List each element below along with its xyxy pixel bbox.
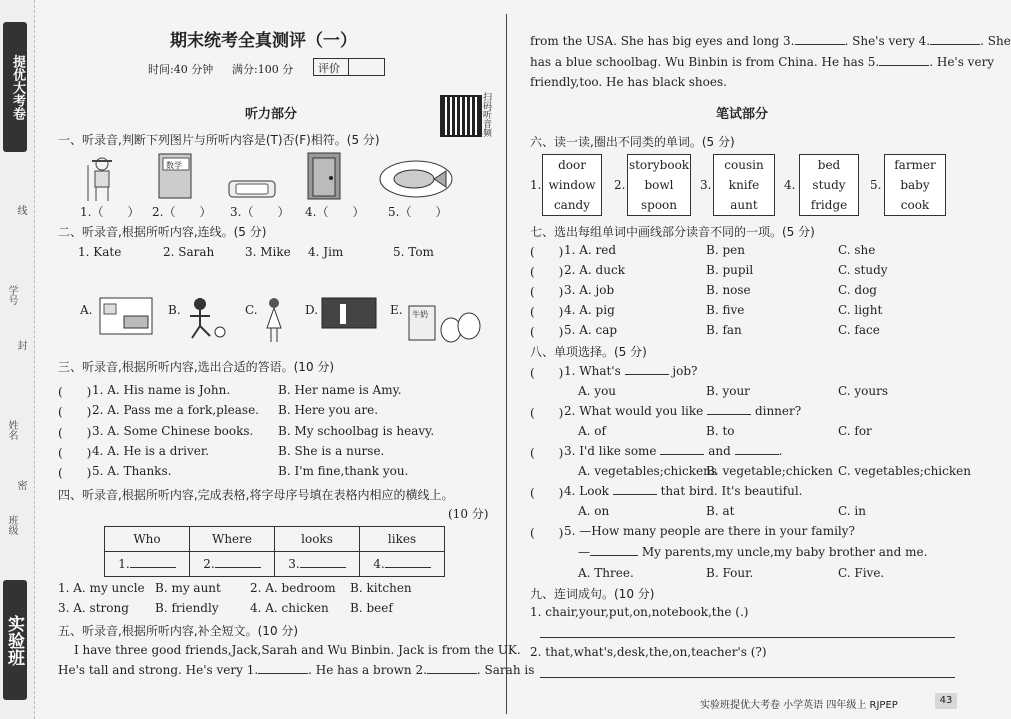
s4-option-2a: 2. A. bedroom — [250, 581, 336, 595]
s6-num-5: 5. — [870, 178, 882, 192]
s2-letter-e: E. — [390, 303, 403, 317]
s8-option-2c: C. for — [838, 424, 872, 438]
s6-word[interactable]: farmer — [894, 158, 936, 172]
s3-option-1b: B. Her name is Amy. — [278, 383, 402, 397]
milk-eggs-picture — [405, 300, 485, 344]
milk-carton-text: 牛奶 — [412, 310, 428, 319]
s6-group-3 — [713, 154, 775, 216]
s9-item-2: 2. that,what's,desk,the,on,teacher's (?) — [530, 645, 767, 659]
s7-option-5b: B. fan — [706, 323, 742, 337]
s4-option-1b: B. my aunt — [155, 581, 221, 595]
s1-answer-1[interactable]: 1.（ ） — [80, 205, 140, 219]
binding-strip — [0, 0, 35, 719]
s6-num-3: 3. — [700, 178, 712, 192]
answer-line-1[interactable] — [540, 637, 955, 638]
s3-option-2a: 2. A. Pass me a fork,please. — [92, 403, 259, 417]
farmer-picture — [82, 155, 122, 203]
s6-group-4 — [799, 154, 859, 216]
seal-word-1: 线 — [15, 205, 26, 215]
s4-table — [104, 526, 445, 577]
s7-option-5c: C. face — [838, 323, 880, 337]
s7-option-5a: 5. A. cap — [564, 323, 618, 337]
exam-time: 时间:40 分钟 — [148, 63, 214, 76]
s5-line-3: from the USA. She has big eyes and long 3. . She's very 4. . She — [530, 34, 1011, 48]
s5-line-4: has a blue schoolbag. Wu Binbin is from China. He has 5. . He's very — [530, 55, 995, 69]
s2-letter-b: B. — [168, 303, 181, 317]
s8-paren-4[interactable]: ( ) — [530, 486, 564, 500]
door-picture — [305, 150, 343, 202]
pencil-box-picture — [226, 176, 278, 202]
s7-option-4b: B. five — [706, 303, 745, 317]
blackboard-picture — [320, 296, 378, 332]
s7-option-3b: B. nose — [706, 283, 751, 297]
s1-answer-2[interactable]: 2.（ ） — [152, 205, 212, 219]
s8-paren-1[interactable]: ( ) — [530, 366, 564, 380]
s6-num-4: 4. — [784, 178, 796, 192]
s8-heading: 八、单项选择。(5 分) — [530, 345, 647, 359]
s3-option-5a: 5. A. Thanks. — [92, 464, 172, 478]
s8-question-5-reply: — My parents,my uncle,my baby brother and me. — [578, 545, 928, 559]
s5-heading: 五、听录音,根据所听内容,补全短文。(10 分) — [58, 624, 299, 638]
s4-option-3b: B. friendly — [155, 601, 219, 615]
table-cell-3[interactable]: 3. — [275, 552, 360, 577]
s6-word[interactable]: study — [812, 178, 846, 192]
s8-question-5: 5. —How many people are there in your family? — [564, 524, 855, 538]
s9-heading: 九、连词成句。(10 分) — [530, 587, 655, 601]
writing-title: 笔试部分 — [716, 107, 769, 122]
s8-option-5c: C. Five. — [838, 566, 885, 580]
page-number: 43 — [935, 693, 957, 709]
s8-question-2: 2. What would you like dinner? — [564, 404, 802, 418]
s8-option-5b: B. Four. — [706, 566, 754, 580]
s3-option-1a: 1. A. His name is John. — [92, 383, 231, 397]
s2-letter-a: A. — [80, 303, 93, 317]
s7-paren-5[interactable]: ( ) — [530, 325, 564, 339]
s3-option-4a: 4. A. He is a driver. — [92, 444, 210, 458]
blank-1[interactable] — [258, 673, 308, 674]
s7-option-3c: C. dog — [838, 283, 877, 297]
s8-option-1c: C. yours — [838, 384, 889, 398]
s7-option-2c: C. study — [838, 263, 888, 277]
s2-letter-d: D. — [305, 303, 319, 317]
s6-word[interactable]: cook — [900, 198, 930, 212]
s4-option-3a: 3. A. strong — [58, 601, 129, 615]
s3-option-3b: B. My schoolbag is heavy. — [278, 424, 435, 438]
s7-paren-1[interactable]: ( ) — [530, 245, 564, 259]
answer-line-2[interactable] — [540, 677, 955, 678]
s6-heading: 六、读一读,圈出不同类的单词。(5 分) — [530, 135, 735, 149]
table-cell-1[interactable]: 1. — [105, 552, 190, 577]
qr-code-icon[interactable] — [440, 95, 482, 137]
label-class: 班级 — [6, 515, 17, 535]
s3-paren-4[interactable]: ( ) — [58, 446, 92, 460]
s7-paren-2[interactable]: ( ) — [530, 265, 564, 279]
boy-football-picture — [182, 296, 228, 340]
s8-option-3c: C. vegetables;chicken — [838, 464, 971, 478]
fish-picture — [378, 158, 454, 200]
label-name: 姓名 — [6, 420, 17, 440]
s2-letter-c: C. — [245, 303, 258, 317]
s8-paren-5[interactable]: ( ) — [530, 526, 564, 540]
s8-option-4c: C. in — [838, 504, 866, 518]
table-cell-2[interactable]: 2. — [190, 552, 275, 577]
blank[interactable] — [707, 414, 751, 415]
s2-name-3: 3. Mike — [245, 245, 291, 259]
s7-option-4c: C. light — [838, 303, 883, 317]
blank[interactable] — [625, 374, 669, 375]
s5-line-5: friendly,too. He has black shoes. — [530, 75, 727, 89]
s7-option-3a: 3. A. job — [564, 283, 615, 297]
exam-score: 满分:100 分 — [232, 63, 294, 76]
s6-word[interactable]: cousin — [724, 158, 764, 172]
s6-group-2 — [627, 154, 691, 216]
s6-group-1 — [542, 154, 602, 216]
s3-paren-1[interactable]: ( ) — [58, 385, 92, 399]
blank[interactable] — [590, 555, 638, 556]
strip-badge-bottom: 实验班 — [3, 580, 27, 700]
s1-answer-3[interactable]: 3.（ ） — [230, 205, 290, 219]
s8-option-1b: B. your — [706, 384, 750, 398]
s6-word[interactable]: fridge — [810, 198, 848, 212]
s4-option-2b: B. kitchen — [350, 581, 412, 595]
s1-heading: 一、听录音,判断下列图片与所听内容是(T)否(F)相符。(5 分) — [58, 133, 380, 147]
evaluation-box[interactable] — [313, 58, 385, 76]
s8-paren-2[interactable]: ( ) — [530, 406, 564, 420]
blank[interactable] — [735, 454, 779, 455]
s1-answer-5[interactable]: 5.（ ） — [388, 205, 448, 219]
s8-question-3: 3. I'd like some and . — [564, 444, 783, 458]
s6-word[interactable]: spoon — [640, 198, 678, 212]
table-header-where: Where — [190, 527, 275, 552]
seal-word-2: 封 — [15, 340, 26, 350]
s6-word[interactable]: bed — [817, 158, 841, 172]
blank-5[interactable] — [879, 65, 929, 66]
listening-title: 听力部分 — [245, 107, 298, 122]
s3-paren-2[interactable]: ( ) — [58, 405, 92, 419]
strip-badge-top: 提优大考卷 — [3, 22, 27, 152]
label-student-id: 学号 — [6, 285, 17, 305]
s9-item-1: 1. chair,your,put,on,notebook,the (.) — [530, 605, 749, 619]
s2-heading: 二、听录音,根据所听内容,连线。(5 分) — [58, 225, 267, 239]
s3-option-2b: B. Here you are. — [278, 403, 379, 417]
s7-option-1a: 1. A. red — [564, 243, 617, 257]
s4-option-1a: 1. A. my uncle — [58, 581, 145, 595]
s6-word[interactable]: aunt — [730, 198, 758, 212]
s3-option-5b: B. I'm fine,thank you. — [278, 464, 409, 478]
s8-question-4: 4. Look that bird. It's beautiful. — [564, 484, 803, 498]
s8-option-2b: B. to — [706, 424, 735, 438]
s8-option-5a: A. Three. — [578, 566, 634, 580]
s2-name-4: 4. Jim — [308, 245, 344, 259]
s4-option-4a: 4. A. chicken — [250, 601, 329, 615]
s3-heading: 三、听录音,根据所听内容,选出合适的答语。(10 分) — [58, 360, 335, 374]
qr-caption: 扫码听音频 — [481, 92, 491, 137]
s8-paren-3[interactable]: ( ) — [530, 446, 564, 460]
s6-word[interactable]: window — [548, 178, 596, 192]
s8-option-2a: A. of — [578, 424, 606, 438]
bedroom-picture — [98, 296, 154, 336]
s4-heading: 四、听录音,根据所听内容,完成表格,将字母序号填在表格内相应的横线上。 — [58, 488, 454, 502]
table-cell-4[interactable]: 4. — [360, 552, 445, 577]
blank[interactable] — [613, 494, 657, 495]
s3-option-4b: B. She is a nurse. — [278, 444, 385, 458]
s6-num-1: 1. — [530, 178, 542, 192]
s4-option-4b: B. beef — [350, 601, 393, 615]
s1-answer-4[interactable]: 4.（ ） — [305, 205, 365, 219]
s3-paren-5[interactable]: ( ) — [58, 466, 92, 480]
s7-option-2a: 2. A. duck — [564, 263, 625, 277]
s6-word[interactable]: baby — [900, 178, 930, 192]
s7-option-1c: C. she — [838, 243, 876, 257]
s8-option-4b: B. at — [706, 504, 735, 518]
s8-question-1: 1. What's job? — [564, 364, 698, 378]
girl-picture — [262, 296, 286, 344]
s7-paren-4[interactable]: ( ) — [530, 305, 564, 319]
s7-heading: 七、选出每组单词中画线部分读音不同的一项。(5 分) — [530, 225, 815, 239]
s8-option-3b: B. vegetable;chicken — [706, 464, 833, 478]
s8-option-4a: A. on — [578, 504, 610, 518]
blank-3[interactable] — [795, 44, 845, 45]
blank-2[interactable] — [427, 673, 477, 674]
table-header-who: Who — [105, 527, 190, 552]
blank-4[interactable] — [930, 44, 980, 45]
page-divider — [506, 14, 507, 714]
book-cover-text: 数学 — [166, 161, 182, 170]
s6-num-2: 2. — [614, 178, 626, 192]
s3-paren-3[interactable]: ( ) — [58, 426, 92, 440]
footer-text: 实验班提优大考卷 小学英语 四年级上 RJPEP — [700, 700, 898, 711]
s4-points: (10 分) — [448, 507, 489, 521]
s7-option-1b: B. pen — [706, 243, 745, 257]
s6-word[interactable]: door — [558, 158, 586, 172]
s8-option-1a: A. you — [578, 384, 617, 398]
s8-option-3a: A. vegetables;chickens — [578, 464, 718, 478]
s5-line-1: I have three good friends,Jack,Sarah and Wu Binbin. Jack is from the UK. — [74, 643, 521, 657]
s7-option-4a: 4. A. pig — [564, 303, 615, 317]
s7-option-2b: B. pupil — [706, 263, 754, 277]
book-picture — [155, 150, 195, 202]
s6-word[interactable]: storybook — [628, 158, 690, 172]
s6-word[interactable]: candy — [553, 198, 591, 212]
blank[interactable] — [660, 454, 704, 455]
table-header-likes: likes — [360, 527, 445, 552]
s5-line-2: He's tall and strong. He's very 1. . He has a brown 2. . Sarah is — [58, 663, 535, 677]
s6-word[interactable]: knife — [728, 178, 760, 192]
s6-word[interactable]: bowl — [644, 178, 674, 192]
s3-option-3a: 3. A. Some Chinese books. — [92, 424, 254, 438]
s2-name-2: 2. Sarah — [163, 245, 215, 259]
table-header-looks: looks — [275, 527, 360, 552]
s6-group-5 — [884, 154, 946, 216]
evaluation-label: 评价 — [318, 62, 340, 75]
exam-title: 期末统考全真测评（一） — [170, 31, 357, 51]
seal-word-3: 密 — [15, 480, 26, 490]
s7-paren-3[interactable]: ( ) — [530, 285, 564, 299]
s2-name-5: 5. Tom — [393, 245, 434, 259]
s2-name-1: 1. Kate — [78, 245, 122, 259]
